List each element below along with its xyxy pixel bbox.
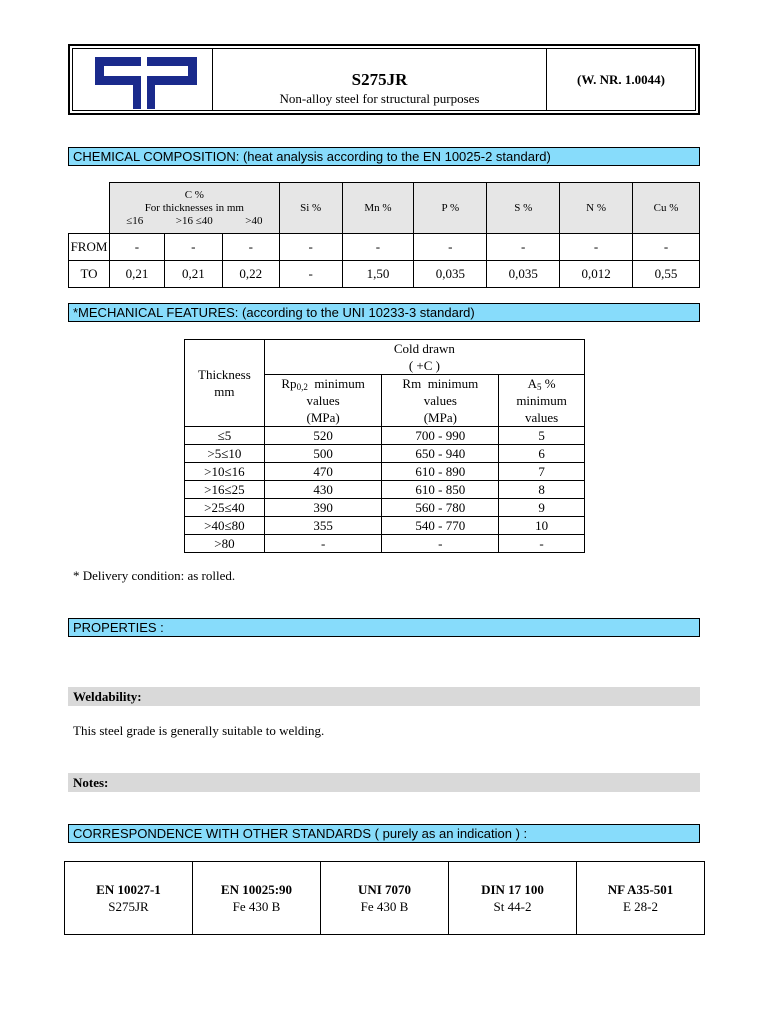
row-label: FROM xyxy=(69,234,110,261)
standards-table xyxy=(64,861,705,935)
standard-grade: S275JR xyxy=(108,899,149,914)
a-values: values xyxy=(524,410,559,425)
properties-section-bar: PROPERTIES : xyxy=(68,618,700,637)
element-header: N % xyxy=(560,183,633,234)
cell: 500 xyxy=(264,445,382,463)
weldability-heading: Weldability: xyxy=(68,687,700,706)
carbon-range: >16 ≤40 xyxy=(175,214,213,227)
chemical-table xyxy=(68,182,700,288)
cell: 430 xyxy=(264,481,382,499)
header-box xyxy=(68,44,700,115)
cell: 0,035 xyxy=(487,261,560,288)
standard-cell xyxy=(65,862,193,935)
logo-icon xyxy=(73,49,212,114)
page-title: S275JR xyxy=(351,70,408,89)
cell: 10 xyxy=(499,517,585,535)
standard-grade: Fe 430 B xyxy=(360,899,409,914)
standard-name: NF A35-501 xyxy=(607,882,674,897)
row-label: TO xyxy=(69,261,110,288)
cell: - xyxy=(109,234,164,261)
cell: - xyxy=(487,234,560,261)
chemical-section-bar: CHEMICAL COMPOSITION: (heat analysis according to the EN 10025-2 standard) xyxy=(68,147,700,166)
cell: 390 xyxy=(264,499,382,517)
element-header: Mn % xyxy=(342,183,414,234)
standard-grade: St 44-2 xyxy=(493,899,532,914)
cell: - xyxy=(342,234,414,261)
thickness-header: Thickness xyxy=(198,367,251,382)
cell: - xyxy=(633,234,700,261)
table-row xyxy=(185,535,585,553)
table-row xyxy=(185,463,585,481)
table-row xyxy=(65,862,705,935)
standard-grade: E 28-2 xyxy=(622,899,659,914)
cell: - xyxy=(264,535,382,553)
cell: 7 xyxy=(499,463,585,481)
cell: - xyxy=(222,234,279,261)
a-header: $A_5$ % xyxy=(527,376,556,392)
rm-values: values xyxy=(423,393,457,408)
table-row xyxy=(185,427,585,445)
thickness-unit: mm xyxy=(214,384,235,399)
cell: - xyxy=(560,234,633,261)
cell: - xyxy=(279,234,342,261)
cell: >5≤10 xyxy=(185,445,265,463)
cell: 9 xyxy=(499,499,585,517)
cell: - xyxy=(499,535,585,553)
table-row xyxy=(69,234,700,261)
carbon-range: ≤16 xyxy=(126,214,144,227)
cell: 1,50 xyxy=(342,261,414,288)
carbon-header: C % xyxy=(184,188,204,201)
material-number: (W. NR. 1.0044) xyxy=(577,71,665,87)
cell: >40≤80 xyxy=(185,517,265,535)
page-subtitle: Non-alloy steel for structural purposes xyxy=(279,91,480,106)
cell: 650 - 940 xyxy=(382,445,499,463)
standard-grade: Fe 430 B xyxy=(232,899,281,914)
standard-name: EN 10025:90 xyxy=(220,882,293,897)
cell: - xyxy=(164,234,222,261)
cell: >80 xyxy=(185,535,265,553)
cell: 355 xyxy=(264,517,382,535)
cell: 6 xyxy=(499,445,585,463)
carbon-subheader: For thicknesses in mm xyxy=(144,201,244,214)
standard-cell xyxy=(193,862,321,935)
mechanical-table xyxy=(184,339,585,553)
element-header: P % xyxy=(414,183,487,234)
cell: >16≤25 xyxy=(185,481,265,499)
weldability-text: This steel grade is generally suitable to welding. xyxy=(73,723,325,738)
cell: ≤5 xyxy=(185,427,265,445)
table-row xyxy=(185,499,585,517)
cold-drawn-header: Cold drawn xyxy=(393,341,455,356)
element-header: Cu % xyxy=(633,183,700,234)
standard-cell xyxy=(577,862,705,935)
a-minimum: minimum xyxy=(516,393,567,408)
element-header: Si % xyxy=(279,183,342,234)
rp-values: values xyxy=(306,393,340,408)
standard-name: DIN 17 100 xyxy=(481,882,544,897)
standards-section-bar: CORRESPONDENCE WITH OTHER STANDARDS ( purely as an indication ) : xyxy=(68,824,700,843)
cell: - xyxy=(382,535,499,553)
cell: 0,55 xyxy=(633,261,700,288)
cell: 0,21 xyxy=(109,261,164,288)
cell: 8 xyxy=(499,481,585,499)
cell: 5 xyxy=(499,427,585,445)
element-header: S % xyxy=(487,183,560,234)
rp-header: $Rp_{0,2}$ minimum xyxy=(281,376,365,392)
notes-heading: Notes: xyxy=(68,773,700,792)
cell: 0,22 xyxy=(222,261,279,288)
cold-drawn-code: ( +C ) xyxy=(408,358,440,373)
cell: - xyxy=(279,261,342,288)
cell: 700 - 990 xyxy=(382,427,499,445)
standard-cell xyxy=(449,862,577,935)
cell: 470 xyxy=(264,463,382,481)
table-row xyxy=(69,261,700,288)
standard-name: UNI 7070 xyxy=(357,882,412,897)
cell: 0,21 xyxy=(164,261,222,288)
carbon-range: >40 xyxy=(245,214,263,227)
mechanical-section-bar: *MECHANICAL FEATURES: (according to the UNI 10233-3 standard) xyxy=(68,303,700,322)
cell: - xyxy=(414,234,487,261)
cell: 560 - 780 xyxy=(382,499,499,517)
company-logo xyxy=(73,49,213,110)
delivery-note: * Delivery condition: as rolled. xyxy=(73,568,236,583)
cell: 520 xyxy=(264,427,382,445)
cell: 540 - 770 xyxy=(382,517,499,535)
table-row xyxy=(185,445,585,463)
standard-name: EN 10027-1 xyxy=(96,882,161,897)
cell: 610 - 850 xyxy=(382,481,499,499)
cell: 0,012 xyxy=(560,261,633,288)
rp-unit: (MPa) xyxy=(306,410,340,425)
table-row xyxy=(185,481,585,499)
standard-cell xyxy=(321,862,449,935)
rm-header: Rm minimum xyxy=(402,376,479,391)
cell: >10≤16 xyxy=(185,463,265,481)
rm-unit: (MPa) xyxy=(423,410,457,425)
cell: 610 - 890 xyxy=(382,463,499,481)
cell: 0,035 xyxy=(414,261,487,288)
table-row xyxy=(185,517,585,535)
cell: >25≤40 xyxy=(185,499,265,517)
